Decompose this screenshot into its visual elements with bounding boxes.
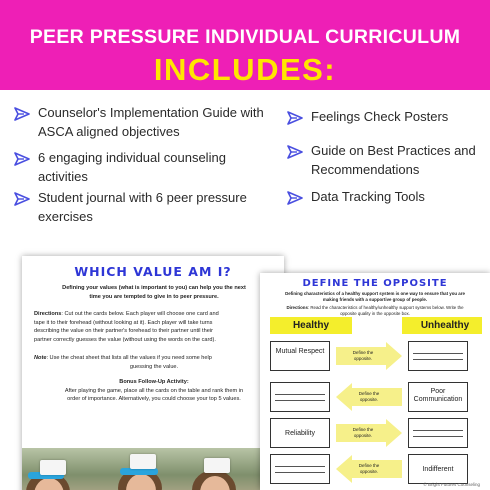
feature-item-counseling-activities [38, 148, 278, 186]
feature-line: 6 engaging individual counseling [38, 150, 226, 165]
text-line: Define the [352, 427, 374, 432]
feature-line: Student journal with 6 peer pressure [38, 190, 247, 205]
write-line [413, 354, 463, 360]
photo-headband [120, 468, 158, 475]
healthy-box [270, 341, 330, 371]
text-line: opposite. [353, 433, 373, 438]
feature-line: exercises [38, 209, 93, 224]
text-line: Define the [358, 463, 380, 468]
write-line [413, 431, 463, 437]
students-photo [22, 448, 284, 490]
unhealthy-header: Unhealthy [402, 317, 482, 334]
text-line: describing the value on their partner's forehead to their partner until their [34, 328, 213, 334]
feature-item-best-practices [311, 141, 486, 179]
text-line: : Cut out the cards below. Each player will choose one card and [61, 311, 219, 317]
box-word: Mutual Respect [275, 348, 325, 355]
feature-item-feelings-posters [311, 107, 486, 126]
worksheet-note [34, 354, 274, 371]
worksheet-bonus [34, 378, 274, 404]
write-line [275, 395, 325, 401]
text-line: Define the [358, 391, 380, 396]
feature-line: Data Tracking Tools [311, 189, 425, 204]
send-arrow-icon [287, 111, 303, 125]
worksheet-which-value [22, 256, 284, 490]
feature-item-student-journal [38, 188, 278, 226]
arrow-label [340, 427, 386, 439]
text-line: guessing the value. [129, 363, 179, 370]
text-line: Defining your values (what is important to you) can help you the next [62, 285, 246, 291]
feature-item-implementation-guide [38, 103, 278, 141]
send-arrow-icon [287, 191, 303, 205]
box-word: Poor Communication [413, 388, 463, 403]
bonus-title: Bonus Follow-Up Activity: [119, 379, 189, 385]
worksheet-title: WHICH VALUE AM I? [74, 264, 232, 279]
unhealthy-box [408, 382, 468, 412]
photo-card [40, 460, 66, 475]
worksheet-directions [34, 310, 274, 344]
arrow-label [346, 391, 392, 403]
send-arrow-icon [14, 192, 30, 206]
worksheet-title: DEFINE THE OPPOSITE [302, 278, 448, 289]
directions-label: Directions [286, 305, 308, 310]
photo-card [204, 458, 230, 473]
directions-label: Directions [34, 311, 62, 317]
send-arrow-icon [14, 107, 30, 121]
arrow-label [340, 350, 386, 362]
healthy-header: Healthy [270, 317, 352, 334]
healthy-box[interactable] [270, 382, 330, 412]
text-line: After playing the game, place all the cards on the table and rank them in [64, 387, 244, 394]
text-line: opposite quality in the opposite box. [340, 311, 410, 317]
arrow-label [346, 463, 392, 475]
write-lines [275, 461, 325, 473]
note-label: Note [34, 355, 47, 361]
unhealthy-box[interactable] [408, 418, 468, 448]
text-line: : Use the cheat sheet that lists all the values if you need some help [46, 355, 212, 361]
healthy-box[interactable] [270, 454, 330, 484]
text-line: partner correctly guesses the value (without using the words on the card). [34, 336, 216, 343]
text-line: Defining characteristics of a healthy support system is one way to ensure that you are [285, 291, 465, 296]
header-banner [0, 0, 490, 90]
box-word: Reliability [285, 430, 315, 437]
text-line: Define the [352, 350, 374, 355]
feature-line: Guide on Best Practices and [311, 143, 476, 158]
header-title: PEER PRESSURE INDIVIDUAL CURRICULUM [29, 26, 461, 48]
worksheet-intro [34, 284, 274, 301]
text-line: time you are tempted to give in to peer pressure. [89, 293, 219, 300]
text-line: : Read the characteristics of healthy/unhealthy support systems below. Write the [307, 305, 464, 310]
text-line: order of importance. Alternatively, you could choose your top 5 values. [67, 396, 241, 402]
worksheet-define-opposite [260, 273, 490, 490]
write-lines [413, 348, 463, 360]
box-word: Indifferent [422, 466, 454, 473]
write-line [275, 467, 325, 473]
feature-line: Feelings Check Posters [311, 109, 449, 124]
healthy-box [270, 418, 330, 448]
worksheet-directions [270, 305, 480, 317]
feature-line: ASCA aligned objectives [38, 124, 180, 139]
photo-card [130, 454, 156, 469]
unhealthy-box [408, 454, 468, 484]
text-line: tape it to their forehead (without looking at it). Each player will take turns [34, 319, 213, 326]
header-subtitle: INCLUDES: [153, 52, 337, 87]
text-line: opposite. [353, 356, 373, 361]
text-line: making friends with a supportive group of people. [322, 297, 428, 303]
text-line: opposite. [359, 469, 379, 474]
write-lines [413, 425, 463, 437]
worksheet-intro [270, 291, 480, 303]
feature-item-data-tracking [311, 187, 486, 206]
feature-line: activities [38, 169, 88, 184]
feature-line: Counselor's Implementation Guide with [38, 105, 264, 120]
text-line: opposite. [359, 397, 379, 402]
feature-line: Recommendations [311, 162, 420, 177]
send-arrow-icon [14, 152, 30, 166]
write-lines [275, 389, 325, 401]
send-arrow-icon [287, 145, 303, 159]
copyright-footer: © Bright Futures Counseling [423, 482, 480, 487]
unhealthy-box[interactable] [408, 341, 468, 371]
